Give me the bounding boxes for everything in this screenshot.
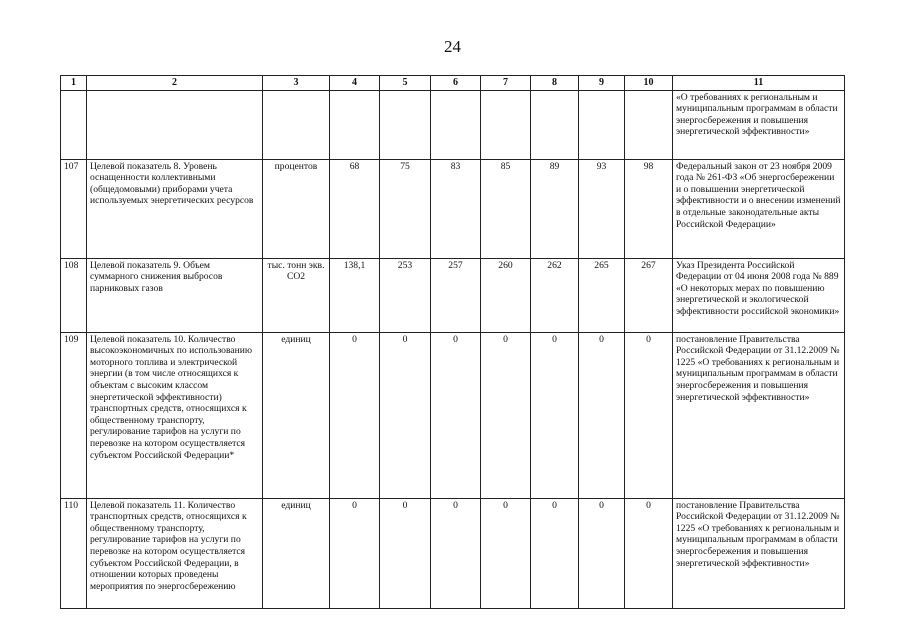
column-header: 10	[625, 76, 673, 91]
value-cell: 75	[380, 159, 431, 258]
value-cell: 0	[431, 332, 481, 498]
legal-basis: постановление Правительства Российской Федерации от 31.12.2009 № 1225 «О требованиях к региональным и муниципальным программам в области энергосбережения и повышения энергетической эффективности»	[673, 498, 845, 608]
value-cell: 0	[380, 498, 431, 608]
value-cell: 257	[431, 258, 481, 332]
row-number: 109	[61, 332, 87, 498]
value-cell: 0	[330, 332, 380, 498]
legal-basis: Указ Президента Российской Федерации от 04 июня 2008 года № 889 «О некоторых мерах по повышению энергетической и экологической эффективности российской экономики»	[673, 258, 845, 332]
page-number: 24	[444, 37, 461, 56]
value-cell: 260	[481, 258, 531, 332]
value-cell: 0	[330, 498, 380, 608]
value-cell: 262	[531, 258, 579, 332]
value-cell: 0	[579, 332, 625, 498]
header-row	[61, 76, 845, 91]
column-header: 9	[579, 76, 625, 91]
value-cell: 0	[531, 498, 579, 608]
row-number: 108	[61, 258, 87, 332]
column-header: 7	[481, 76, 531, 91]
value-cell: 0	[625, 498, 673, 608]
value-cell: 83	[431, 159, 481, 258]
value-cell: 0	[531, 332, 579, 498]
table-row	[61, 159, 845, 258]
value-cell: 0	[481, 498, 531, 608]
value-cell: 265	[579, 258, 625, 332]
column-header: 8	[531, 76, 579, 91]
unit	[263, 90, 330, 159]
value-cell: 0	[625, 332, 673, 498]
value-cell: 68	[330, 159, 380, 258]
value-cell: 0	[579, 498, 625, 608]
value-cell	[481, 90, 531, 159]
unit: процентов	[263, 159, 330, 258]
unit: единиц	[263, 498, 330, 608]
column-header: 3	[263, 76, 330, 91]
indicator-name: Целевой показатель 11. Количество транспортных средств, относящихся к общественному транспорту, регулирование тарифов на услуги по перевозке на котором осуществляется субъектом Российской Федерации, в отношении которых проведены мероприятия по энергосбережению	[87, 498, 263, 608]
unit: единиц	[263, 332, 330, 498]
indicator-name: Целевой показатель 9. Объем суммарного снижения выбросов парниковых газов	[87, 258, 263, 332]
value-cell: 267	[625, 258, 673, 332]
column-header: 5	[380, 76, 431, 91]
indicator-name: Целевой показатель 8. Уровень оснащенности коллективными (общедомовыми) приборами учета используемых энергетических ресурсов	[87, 159, 263, 258]
table-row	[61, 258, 845, 332]
legal-basis: «О требованиях к региональным и муниципальным программам в области энергосбережения и повышения энергетической эффективности»	[673, 90, 845, 159]
legal-basis: Федеральный закон от 23 ноября 2009 года № 261-ФЗ «Об энергосбережении и о повышении энергетической эффективности и о внесении изменений в отдельные законодательные акты Российской Федерации»	[673, 159, 845, 258]
indicators-table	[60, 75, 845, 609]
value-cell: 0	[481, 332, 531, 498]
legal-basis: постановление Правительства Российской Федерации от 31.12.2009 № 1225 «О требованиях к региональным и муниципальным программам в области энергосбережения и повышения энергетической эффективности»	[673, 332, 845, 498]
indicator-name: Целевой показатель 10. Количество высокоэкономичных по использованию моторного топлива и электрической энергии (в том числе относящихся к объектам с высоким классом энергетической эффективности) транспортных средств, относящихся к общественному транспорту, регулирование тарифов на услуги по перевозке на котором осуществляется субъектом Российской Федерации*	[87, 332, 263, 498]
value-cell	[579, 90, 625, 159]
row-number	[61, 90, 87, 159]
value-cell: 0	[380, 332, 431, 498]
row-number: 107	[61, 159, 87, 258]
value-cell: 253	[380, 258, 431, 332]
value-cell: 89	[531, 159, 579, 258]
table-row	[61, 332, 845, 498]
value-cell	[431, 90, 481, 159]
value-cell: 85	[481, 159, 531, 258]
column-header: 6	[431, 76, 481, 91]
value-cell	[380, 90, 431, 159]
table-row	[61, 90, 845, 159]
table-row	[61, 498, 845, 608]
value-cell	[531, 90, 579, 159]
row-number: 110	[61, 498, 87, 608]
indicator-name	[87, 90, 263, 159]
value-cell: 93	[579, 159, 625, 258]
value-cell: 138,1	[330, 258, 380, 332]
value-cell	[625, 90, 673, 159]
value-cell	[330, 90, 380, 159]
value-cell: 0	[431, 498, 481, 608]
column-header: 2	[87, 76, 263, 91]
column-header: 1	[61, 76, 87, 91]
unit: тыс. тонн экв. CO2	[263, 258, 330, 332]
value-cell: 98	[625, 159, 673, 258]
column-header: 11	[673, 76, 845, 91]
column-header: 4	[330, 76, 380, 91]
